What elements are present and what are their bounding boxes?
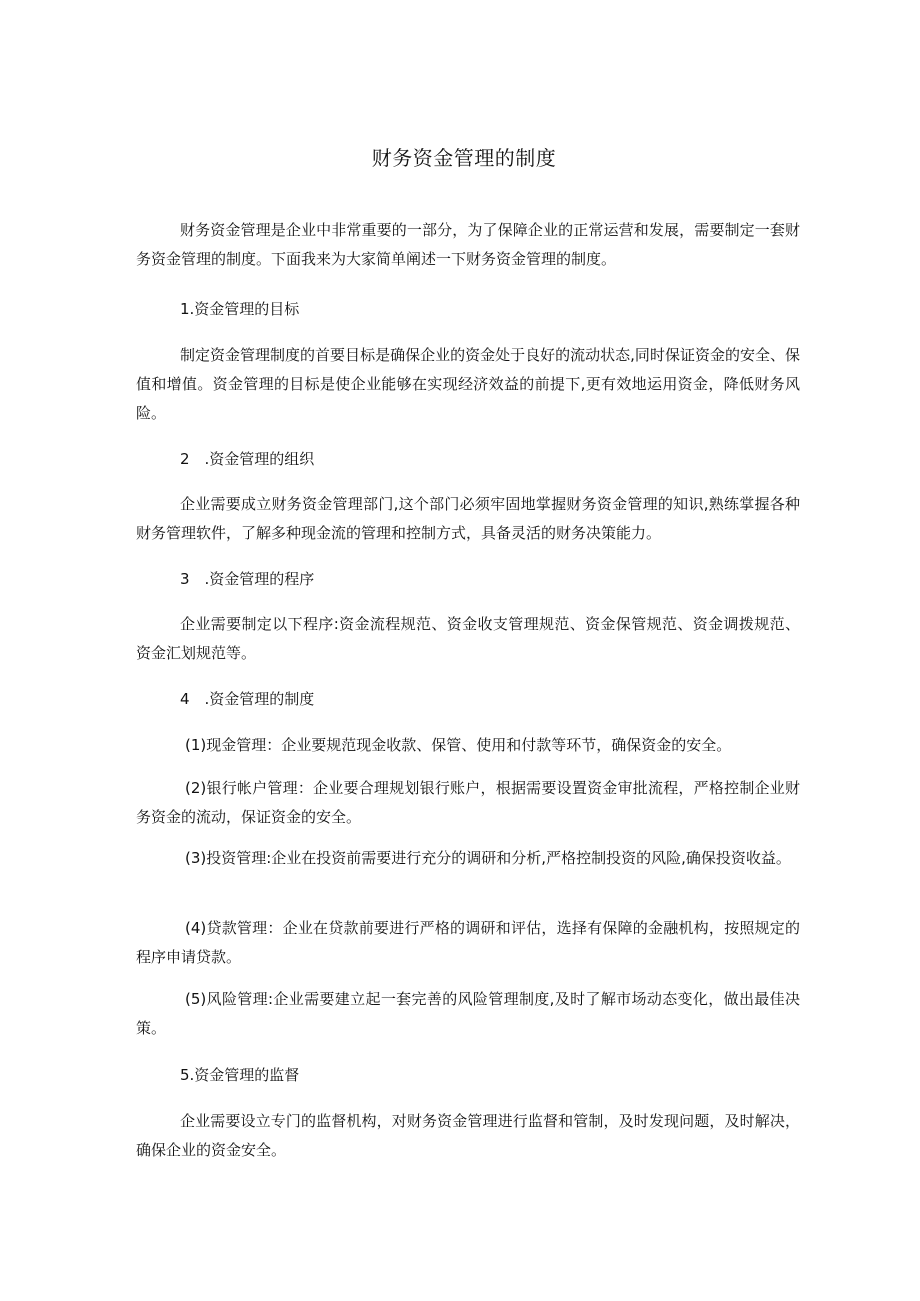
section-4-heading: 4 .资金管理的制度 bbox=[180, 690, 315, 708]
section-3-body: 企业需要制定以下程序:资金流程规范、资金收支管理规范、资金保管规范、资金调拨规范、资金汇划规范等。 bbox=[136, 615, 800, 662]
section-5-body: 企业需要设立专门的监督机构，对财务资金管理进行监督和管制，及时发现问题，及时解决，确保企业的资金安全。 bbox=[136, 1112, 800, 1159]
intro-paragraph: 财务资金管理是企业中非常重要的一部分，为了保障企业的正常运营和发展，需要制定一套财务资金管理的制度。下面我来为大家简单阐述一下财务资金管理的制度。 bbox=[136, 221, 800, 268]
section-4-item-2: (2)银行帐户管理：企业要合理规划银行账户，根据需要设置资金审批流程，严格控制企业财务资金的流动，保证资金的安全。 bbox=[136, 779, 800, 826]
section-4-item-1: (1)现金管理：企业要规范现金收款、保管、使用和付款等环节，确保资金的安全。 bbox=[185, 736, 732, 754]
section-1-heading: 1.资金管理的目标 bbox=[180, 300, 300, 318]
section-1-body: 制定资金管理制度的首要目标是确保企业的资金处于良好的流动状态,同时保证资金的安全、保值和增值。资金管理的目标是使企业能够在实现经济效益的前提下,更有效地运用资金，降低财务风险。 bbox=[136, 346, 800, 422]
section-5-heading: 5.资金管理的监督 bbox=[180, 1066, 300, 1084]
section-4-item-3: (3)投资管理:企业在投资前需要进行充分的调研和分析,严格控制投资的风险,确保投资收益。 bbox=[185, 849, 791, 867]
section-3-heading: 3 .资金管理的程序 bbox=[180, 570, 315, 588]
section-4-item-5: (5)风险管理:企业需要建立起一套完善的风险管理制度,及时了解市场动态变化，做出最佳决策。 bbox=[136, 990, 800, 1037]
document-title: 财务资金管理的制度 bbox=[371, 146, 557, 170]
section-4-item-4: (4)贷款管理：企业在贷款前要进行严格的调研和评估，选择有保障的金融机构，按照规定的程序申请贷款。 bbox=[136, 919, 800, 966]
section-2-body: 企业需要成立财务资金管理部门,这个部门必须牢固地掌握财务资金管理的知识,熟练掌握各种财务管理软件，了解多种现金流的管理和控制方式，具备灵活的财务决策能力。 bbox=[136, 495, 800, 542]
section-2-heading: 2 .资金管理的组织 bbox=[180, 450, 315, 468]
